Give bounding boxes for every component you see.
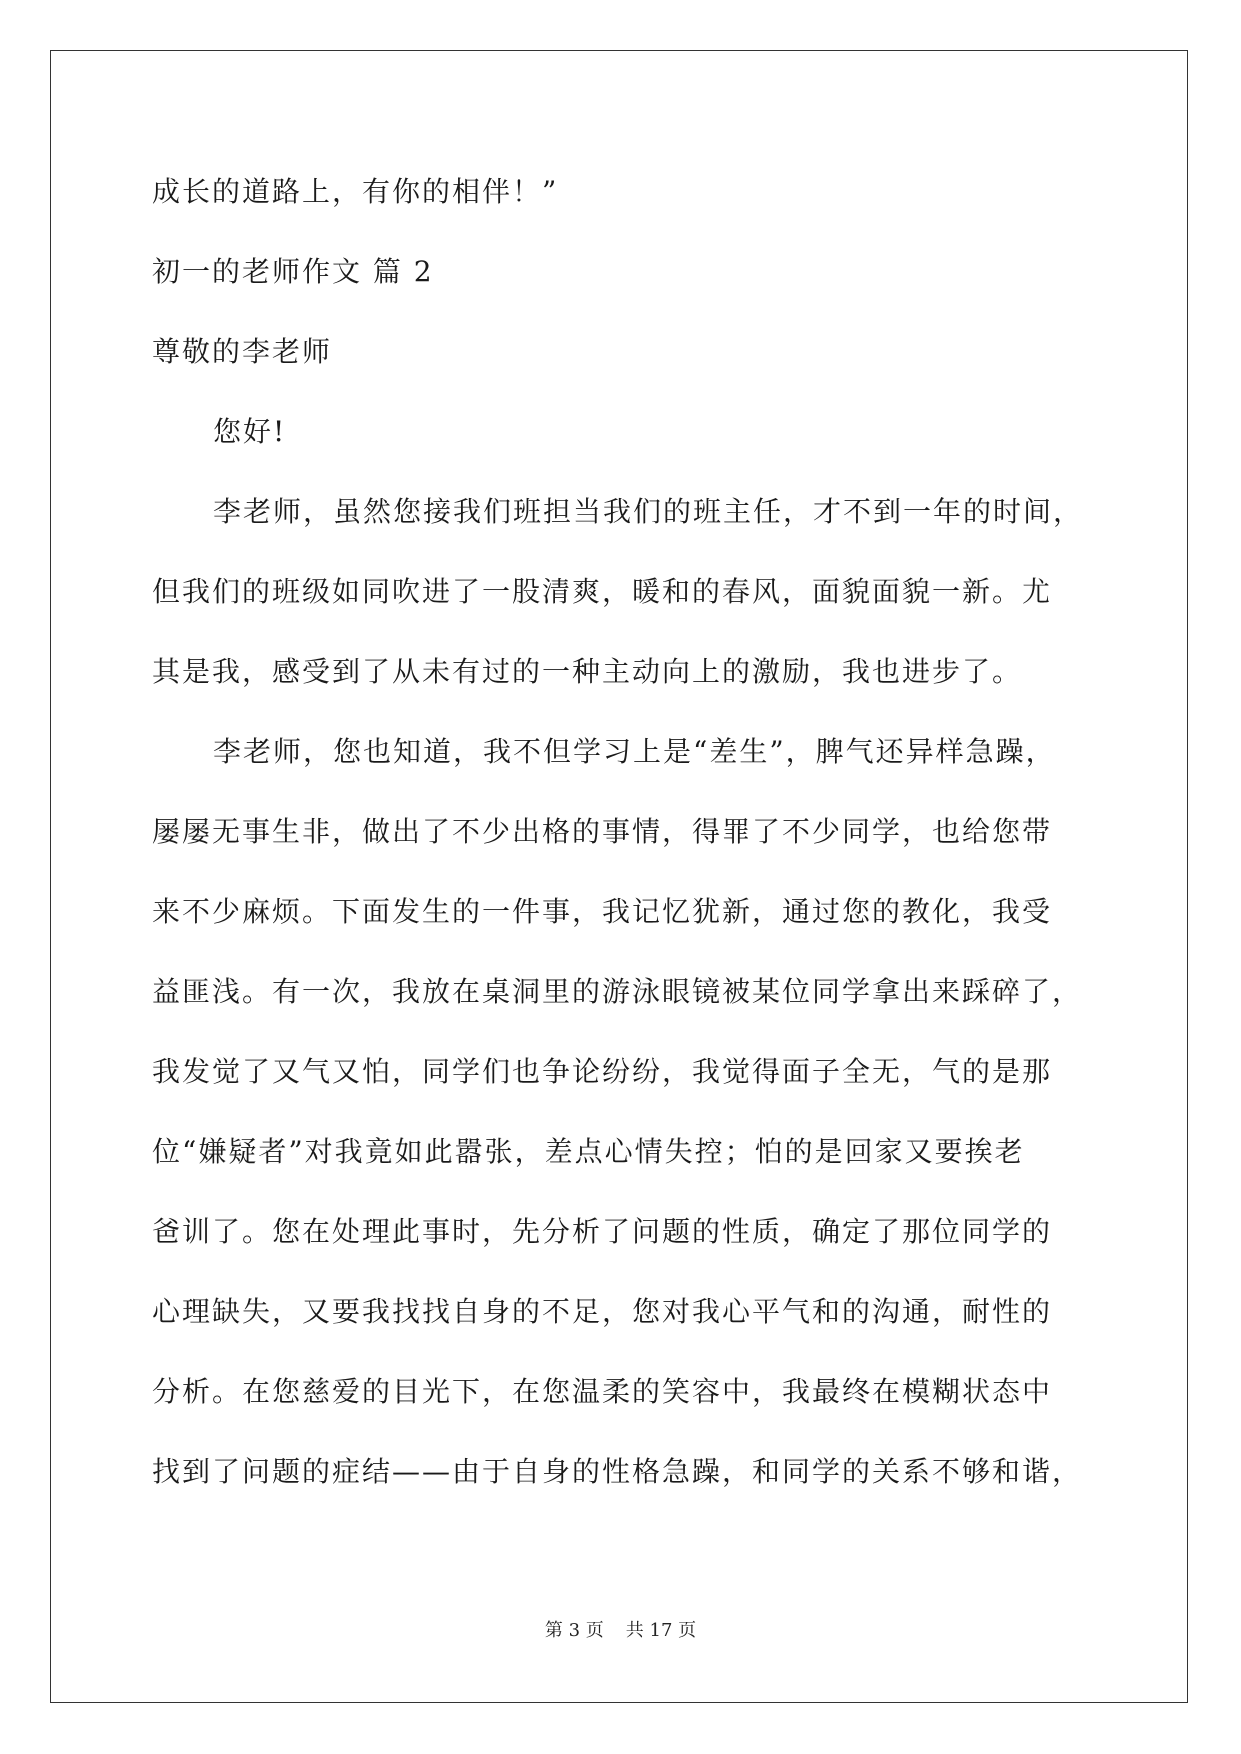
paragraph-2-line-7: 爸训了。您在处理此事时，先分析了问题的性质，确定了那位同学的 xyxy=(152,1215,1053,1248)
paragraph-2-line-6: 位“嫌疑者”对我竟如此嚣张，差点心情失控；怕的是回家又要挨老 xyxy=(152,1135,1025,1168)
page-footer xyxy=(0,1620,1241,1642)
greeting: 您好! xyxy=(213,415,287,448)
paragraph-2-line-9: 分析。在您慈爱的目光下，在您温柔的笑容中，我最终在模糊状态中 xyxy=(152,1375,1053,1408)
paragraph-2-line-2: 屡屡无事生非，做出了不少出格的事情，得罪了不少同学，也给您带 xyxy=(152,815,1053,848)
page-total: 共 17 页 xyxy=(625,1620,697,1641)
paragraph-2-line-1: 李老师，您也知道，我不但学习上是“差生”，脾气还异样急躁， xyxy=(213,735,1056,768)
paragraph-1-line-1: 李老师，虽然您接我们班担当我们的班主任，才不到一年的时间， xyxy=(213,495,1084,528)
section-heading: 初一的老师作文 篇 2 xyxy=(152,255,434,288)
text-line-1: 成长的道路上，有你的相伴！” xyxy=(152,175,559,208)
paragraph-2-line-4: 益匪浅。有一次，我放在桌洞里的游泳眼镜被某位同学拿出来踩碎了， xyxy=(152,975,1083,1008)
paragraph-2-line-10: 找到了问题的症结——由于自身的性格急躁，和同学的关系不够和谐， xyxy=(152,1455,1083,1488)
salutation: 尊敬的李老师 xyxy=(152,335,333,368)
paragraph-1-line-2: 但我们的班级如同吹进了一股清爽，暖和的春风，面貌面貌一新。尤 xyxy=(152,575,1053,608)
paragraph-2-line-8: 心理缺失，又要我找找自身的不足，您对我心平气和的沟通，耐性的 xyxy=(152,1295,1053,1328)
page-number: 第 3 页 xyxy=(544,1620,604,1641)
paragraph-1-line-3: 其是我，感受到了从未有过的一种主动向上的激励，我也进步了。 xyxy=(152,655,1023,688)
paragraph-2-line-5: 我发觉了又气又怕，同学们也争论纷纷，我觉得面子全无，气的是那 xyxy=(152,1055,1053,1088)
paragraph-2-line-3: 来不少麻烦。下面发生的一件事，我记忆犹新，通过您的教化，我受 xyxy=(152,895,1053,928)
